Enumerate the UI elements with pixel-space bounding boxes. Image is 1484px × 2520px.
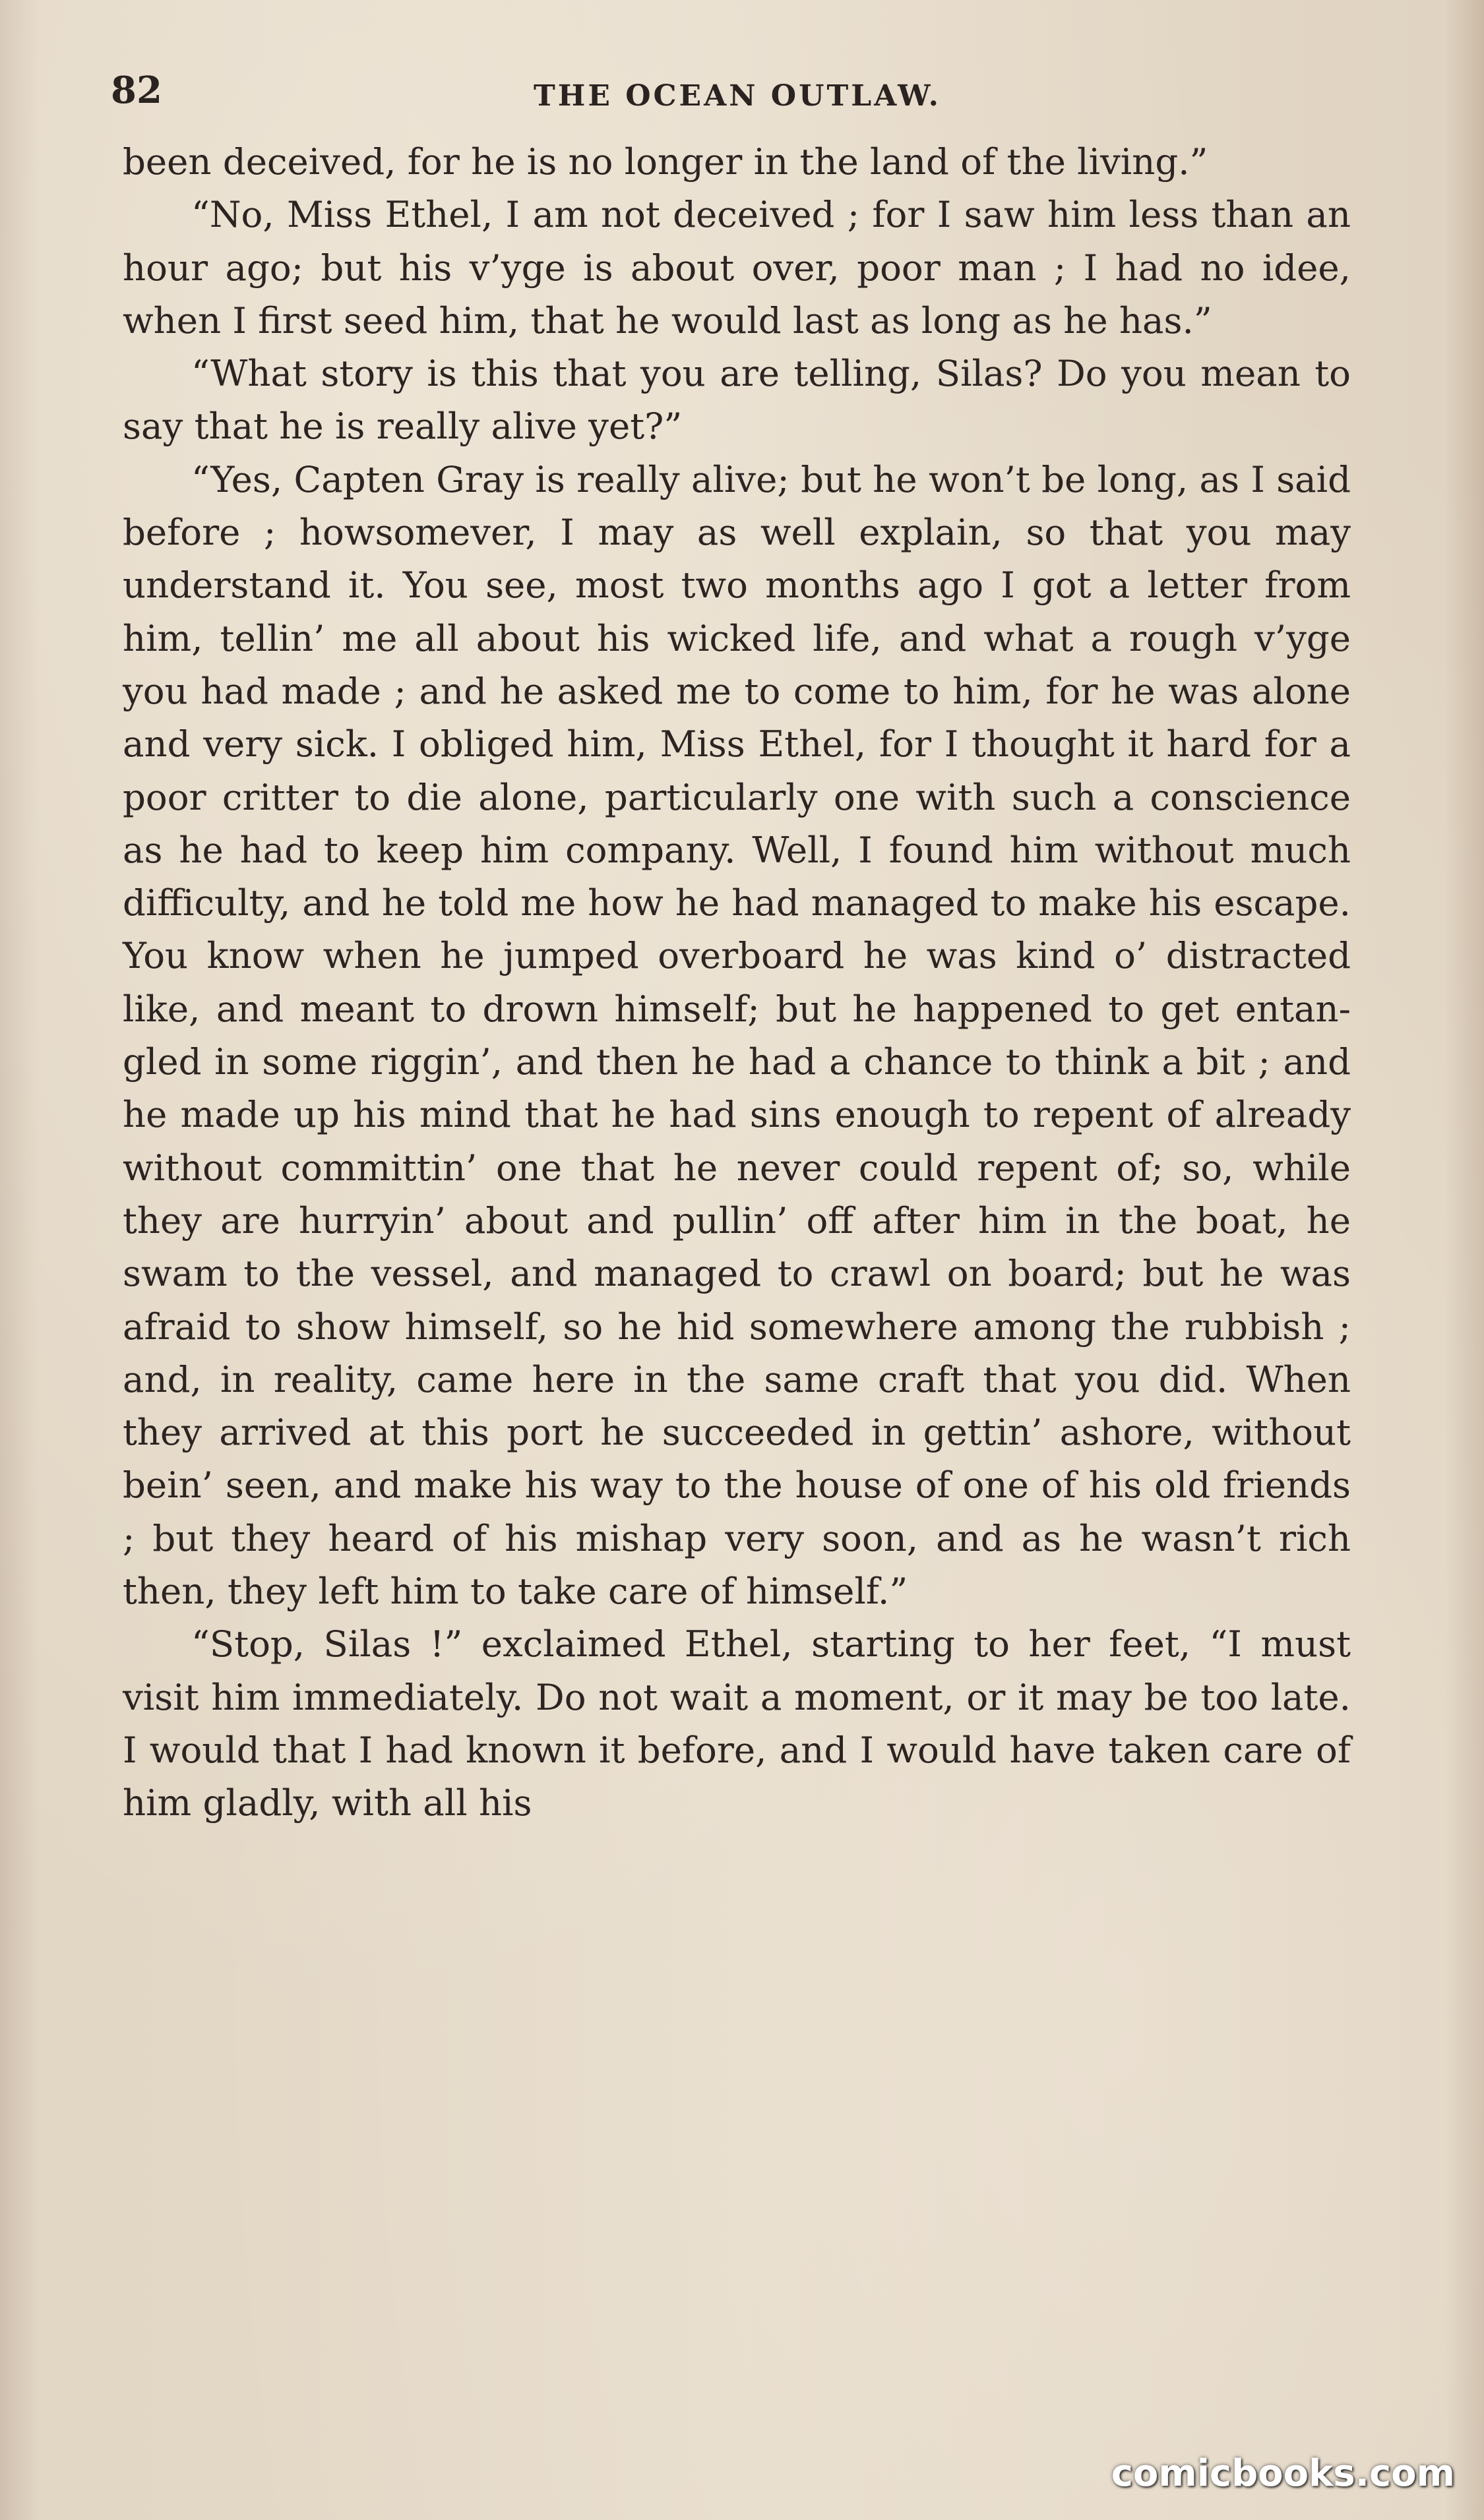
page-number: 82 bbox=[111, 69, 162, 112]
paragraph-2: “No, Miss Ethel, I am not deceived ; for I saw him less than an hour ago; but his v’yge is about over, poor man ; I had no idee, when I first seed him, that he would last as long as he has.” bbox=[123, 193, 1351, 342]
paragraph-3: “What story is this that you are telling, Silas? Do you mean to say that he is really alive yet?” bbox=[123, 352, 1351, 448]
paragraph-4: “Yes, Capten Gray is really alive; but he won’t be long, as I said before ; howsomever, I may as well explain, so that you may understand it. You see, most two months ago I got a letter from him, tellin’ me all about his wicked life, and what a rough v’yge you had made ; and he asked me to come to him, for he was alone and very sick. I obliged him, Miss Ethel, for I thought it hard for a poor critter to die alone, particularly one with such a conscience as he had to keep him company. Well, I found him without much difficulty, and he told me how he had managed to make his escape. You know when he jumped overboard he was kind o’ distracted like, and meant to drown himself; but he happened to get entangled in some riggin’, and then he had a chance to think a bit ; and he made up his mind that he had sins enough to repent of already without committin’ one that he never could repent of; so, while they are hurryin’ about and pullin’ off after him in the boat, he swam to the vessel, and managed to crawl on board; but he was afraid to show himself, so he hid somewhere among the rubbish ; and, in reality, came here in the same craft that you did. When they arrived at this port he succeeded in gettin’ ashore, without bein’ seen, and make his way to the house of one of his old friends ; but they heard of his mishap very soon, and as he wasn’t rich then, they left him to take care of himself.” bbox=[123, 458, 1351, 1613]
page-header bbox=[111, 69, 1364, 128]
paragraph-5: “Stop, Silas !” exclaimed Ethel, starting to her feet, “I must visit him immediately. Do not wait a moment, or it may be too late. I would that I had known it before, and I would have taken care of him gladly, with all his bbox=[123, 1623, 1351, 1824]
paragraph-1: been deceived, for he is no longer in the land of the living.” bbox=[123, 140, 1208, 183]
body-text bbox=[123, 135, 1351, 1830]
watermark: comicbooks.com bbox=[1111, 2452, 1455, 2495]
running-title: THE OCEAN OUTLAW. bbox=[534, 79, 941, 113]
